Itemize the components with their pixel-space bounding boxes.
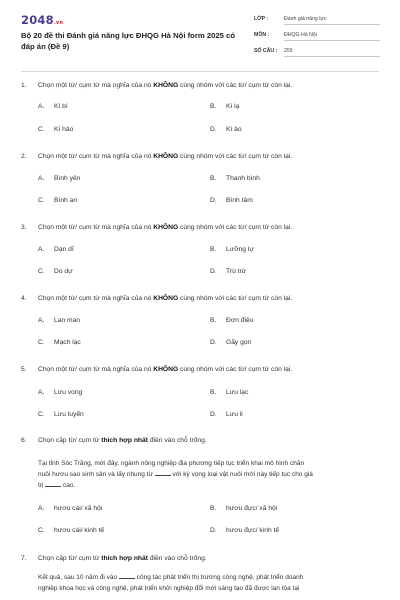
option-c[interactable]: C. Kì hảo bbox=[38, 126, 74, 133]
option-d[interactable]: D. hươu đực/ kinh tế bbox=[210, 527, 280, 534]
question-number: 5. bbox=[21, 366, 27, 373]
question-stem: 4. Chọn một từ/ cụm từ mà nghĩa của nó KHÔNG cùng nhóm với các từ/ cụm từ còn lại. bbox=[21, 295, 293, 302]
emphasis-text: thích hợp nhất bbox=[101, 437, 148, 444]
question-stem: 7. Chọn cặp từ/ cụm từ thích hợp nhất điền vào chỗ trống. bbox=[21, 555, 207, 562]
question-passage bbox=[38, 458, 368, 491]
option-a[interactable]: A. Lan man bbox=[38, 317, 81, 324]
meta-count-row bbox=[254, 45, 380, 61]
option-a[interactable]: A. Kì bí bbox=[38, 103, 68, 110]
option-d[interactable]: D. Trù trừ bbox=[210, 268, 247, 275]
header-divider bbox=[21, 71, 379, 72]
question-number: 2. bbox=[21, 153, 27, 160]
question-stem: 5. Chọn một từ/ cụm từ mà nghĩa của nó KHÔNG cùng nhóm với các từ/ cụm từ còn lại. bbox=[21, 366, 293, 373]
meta-label: LỚP : bbox=[254, 16, 269, 22]
question-stem: 3. Chọn một từ/ cụm từ mà nghĩa của nó KHÔNG cùng nhóm với các từ/ cụm từ còn lại. bbox=[21, 224, 293, 231]
option-b[interactable]: B. Kì lạ bbox=[210, 103, 240, 110]
meta-underline bbox=[284, 56, 380, 57]
option-d[interactable]: D. Kì ảo bbox=[210, 126, 242, 133]
meta-subject-row bbox=[254, 29, 380, 45]
meta-value: Đánh giá năng lực bbox=[284, 16, 327, 22]
passage-line: nuôi hươu sao sinh sản và lấy nhung từ với kỳ vọng loại vật nuôi mới này tiếp tục cho giá bbox=[38, 471, 313, 478]
passage-line: Kết quả, sau 10 năm đi vào công tác phát triển thị trường công nghệ, phát triển doanh bbox=[38, 574, 304, 581]
meta-underline bbox=[284, 40, 380, 41]
option-b[interactable]: B. Đơn điệu bbox=[210, 317, 254, 324]
option-b[interactable]: B. hươu đực/ xã hội bbox=[210, 505, 278, 512]
meta-label: MÔN : bbox=[254, 32, 270, 38]
emphasis-text: KHÔNG bbox=[153, 295, 179, 302]
question-number: 4. bbox=[21, 295, 27, 302]
meta-label: SỐ CÂU : bbox=[254, 48, 278, 54]
document-meta bbox=[254, 13, 380, 61]
question-number: 1. bbox=[21, 82, 27, 89]
option-d[interactable]: D. Gãy gọn bbox=[210, 339, 252, 346]
meta-value: 255 bbox=[284, 48, 293, 54]
meta-underline bbox=[284, 24, 380, 25]
question-number: 6. bbox=[21, 437, 27, 444]
option-d[interactable]: D. Bình tâm bbox=[210, 197, 253, 204]
option-d[interactable]: D. Lưu li bbox=[210, 411, 243, 418]
option-c[interactable]: C. Do dự bbox=[38, 268, 73, 275]
option-c[interactable]: C. Lưu luyến bbox=[38, 411, 84, 418]
passage-line: Tại tỉnh Sóc Trăng, mới đây, ngành nông nghiệp địa phương tiếp tục triển khai mô hình chăn bbox=[38, 460, 305, 467]
option-a[interactable]: A. Bình yên bbox=[38, 175, 81, 182]
emphasis-text: KHÔNG bbox=[153, 224, 179, 231]
option-c[interactable]: C. hươu cái/ kinh tế bbox=[38, 527, 105, 534]
question-stem: 6. Chọn cặp từ/ cụm từ thích hợp nhất điền vào chỗ trống. bbox=[21, 437, 207, 444]
meta-class-row bbox=[254, 13, 380, 29]
option-b[interactable]: B. Thanh bình bbox=[210, 175, 260, 182]
option-a[interactable]: A. hươu cái/ xã hội bbox=[38, 505, 103, 512]
question-number: 7. bbox=[21, 555, 27, 562]
blank-space bbox=[119, 573, 135, 579]
question-stem: 2. Chọn một từ/ cụm từ mà nghĩa của nó KHÔNG cùng nhóm với các từ/ cụm từ còn lại. bbox=[21, 153, 293, 160]
question-passage bbox=[38, 572, 368, 594]
passage-line: nghiệp khoa học và công nghệ, phát triển khởi nghiệp đổi mới sáng tạo đã được lan tỏa tại bbox=[38, 585, 300, 592]
option-c[interactable]: C. Bình an bbox=[38, 197, 78, 204]
option-a[interactable]: A. Dạn dĩ bbox=[38, 246, 74, 253]
document-header bbox=[0, 0, 400, 68]
emphasis-text: KHÔNG bbox=[153, 153, 179, 160]
option-b[interactable]: B. Lưỡng lự bbox=[210, 246, 254, 253]
emphasis-text: KHÔNG bbox=[153, 366, 179, 373]
emphasis-text: thích hợp nhất bbox=[101, 555, 148, 562]
question-number: 3. bbox=[21, 224, 27, 231]
question-stem: 1. Chọn một từ/ cụm từ mà nghĩa của nó KHÔNG cùng nhóm với các từ/ cụm từ còn lại. bbox=[21, 82, 293, 89]
meta-value: ĐHQG Hà Nội bbox=[284, 32, 317, 38]
option-b[interactable]: B. Lưu lạc bbox=[210, 389, 249, 396]
option-c[interactable]: C. Mạch lạc bbox=[38, 339, 81, 346]
document-title: Bộ 20 đề thi Đánh giá năng lực ĐHQG Hà Nội form 2025 có đáp án (Đề 9) bbox=[21, 31, 236, 51]
blank-space bbox=[45, 481, 61, 487]
passage-line: trị cao. bbox=[38, 482, 76, 489]
site-logo[interactable]: 2048.vn bbox=[21, 13, 64, 27]
option-a[interactable]: A. Lưu vong bbox=[38, 389, 83, 396]
emphasis-text: KHÔNG bbox=[153, 82, 179, 89]
blank-space bbox=[155, 470, 171, 476]
